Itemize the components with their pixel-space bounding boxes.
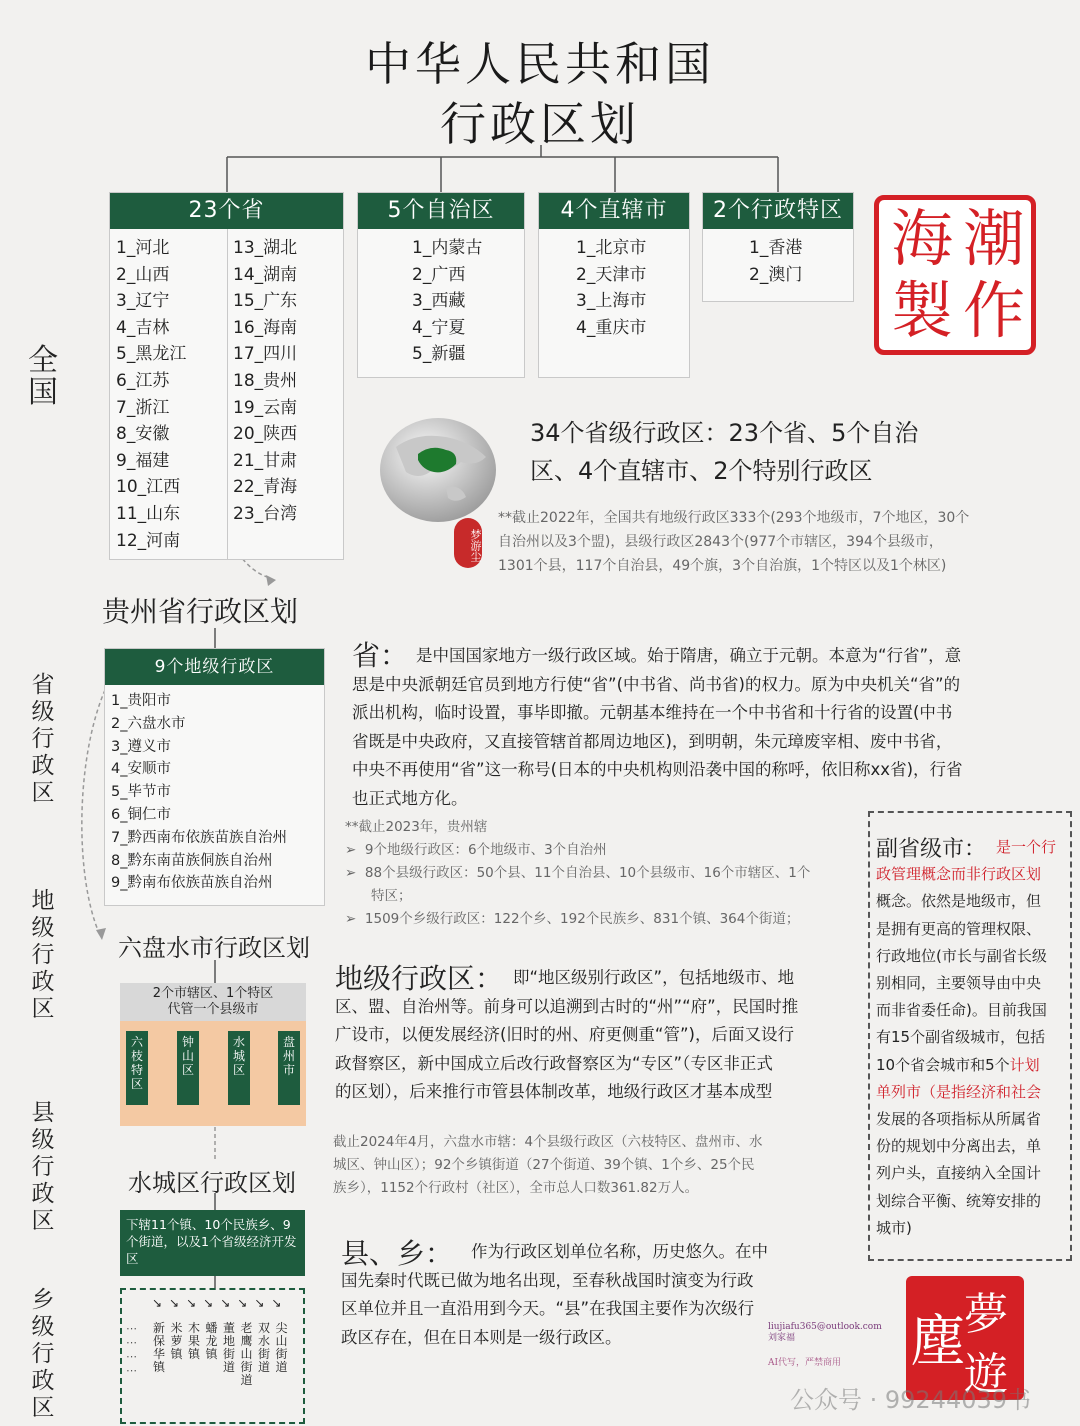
shuicheng-dots: ⋯ ⋯ ⋯ ⋯ <box>126 1322 137 1377</box>
summary-text <box>530 414 918 490</box>
signature-note: AI代写，严禁商用 <box>768 1358 842 1368</box>
watermark: 公众号 · 99244039书 <box>790 1386 1032 1414</box>
province-item: 20_陕西 <box>233 424 298 445</box>
province-item: 18_贵州 <box>233 370 298 391</box>
autonomous-item: 4_宁夏 <box>412 317 466 338</box>
summary-note-line: 1301个县，117个自治县，49个旗，3个自治旗，1个特区以及1个林区) <box>498 558 947 574</box>
guizhou-item: 8_黔东南苗族侗族自治州 <box>111 852 273 869</box>
shuicheng-col: 米萝镇 <box>170 1321 183 1361</box>
fusheng-line: 10个省会城市和5个计划 <box>876 1055 1040 1074</box>
level-township: 乡 级 行 政 区 <box>31 1287 55 1421</box>
fusheng-line: 概念。依然是地级市，但 <box>876 892 1042 911</box>
province-item: 22_青海 <box>233 477 298 498</box>
lps-note-line: 族乡），1152个行政村（社区），全市总人口数361.82万人。 <box>333 1180 699 1196</box>
province-item: 10_江西 <box>116 477 181 498</box>
fusheng-line: 划综合平衡、统筹安排的 <box>876 1191 1042 1210</box>
fusheng-line: 列户头，直接纳入全国计 <box>876 1164 1042 1183</box>
fusheng-line: 有15个副省级城市，包括 <box>876 1028 1046 1047</box>
seal-char: 海 <box>891 202 954 275</box>
shuicheng-title: 水城区行政区划 <box>128 1169 296 1197</box>
para-line: 广设市，以便发展经济(旧时的州、府更侧重“管”)，后面又设行 <box>335 1025 794 1044</box>
para-line: 派出机构，临时设置，事毕即撤。元朝基本维持在一个中书省和十行省的设置(中书 <box>352 703 953 722</box>
seal-char: 遊 <box>964 1349 1008 1400</box>
provinces-col1 <box>116 229 186 554</box>
shuicheng-box <box>120 1288 305 1424</box>
seal-char: 製 <box>891 274 954 347</box>
para-line: 政区存在，但在日本则是一级行政区。 <box>341 1327 622 1347</box>
summary-note-line: **截止2022年，全国共有地级行政区333个(293个地级市，7个地区，30个 <box>498 510 970 526</box>
province-item: 17_四川 <box>233 344 298 365</box>
sheng-heading: 省： <box>352 639 409 672</box>
lps-col-zhongshan: 钟 山 区 <box>174 1028 202 1108</box>
sar-list <box>703 229 853 288</box>
page-title-line2: 行政区划 <box>440 97 640 151</box>
sar-item: 2_澳门 <box>749 264 803 285</box>
provinces-header: 23个省 <box>110 193 343 229</box>
fusheng-line: 份的规划中分离出去，单 <box>876 1137 1042 1156</box>
shuicheng-col: 新保华镇 <box>152 1321 165 1374</box>
para-line: 政督察区，新中国成立后改行政督察区为“专区”（专区非正式 <box>335 1053 773 1073</box>
guizhou-item: 6_铜仁市 <box>111 806 171 823</box>
guizhou-item: 9_黔南布依族苗族自治州 <box>111 875 273 892</box>
province-item: 1_河北 <box>116 238 170 258</box>
level-prefecture: 地 级 行 政 区 <box>31 888 55 1022</box>
level-county: 县 级 行 政 区 <box>31 1100 55 1234</box>
summary-line1: 34个省级行政区：23个省、5个自治 <box>530 419 919 447</box>
gz-note-b3: ➢ 1509个乡级行政区：122个乡、192个民族乡、831个镇、364个街道； <box>345 911 800 927</box>
autonomous-box <box>357 192 525 378</box>
autonomous-item: 5_新疆 <box>412 344 466 365</box>
fusheng-line: 政管理概念而非行政区划 <box>876 865 1042 884</box>
shuicheng-ticks: ↘↘↘↘↘↘↘↘ <box>152 1296 289 1310</box>
fusheng-heading: 副省级市： <box>876 837 987 862</box>
fusheng-line: 城市) <box>876 1218 912 1237</box>
autonomous-item: 2_广西 <box>412 264 466 285</box>
fusheng-line: 是拥有更高的管理权限、 <box>876 919 1042 938</box>
stamp-mengyouchen: 梦游尘 <box>454 518 482 568</box>
para-line: 国先秦时代既已做为地名出现，至春秋战国时演变为行政 <box>341 1270 754 1290</box>
fusheng-line: 行政地位(市长与副省长级 <box>876 946 1047 965</box>
gz-note-b2: ➢ 88个县级行政区：50个县、11个自治县、10个县级市、16个市辖区、1个 <box>345 865 811 881</box>
autonomous-item: 3_西藏 <box>412 291 466 312</box>
guizhou-box <box>104 648 325 906</box>
gz-note-title: **截止2023年，贵州辖 <box>345 819 488 835</box>
lps-note-line: 城区、钟山区）；92个乡镇街道（27个街道、39个镇、1个乡、25个民 <box>333 1157 755 1173</box>
province-item: 15_广东 <box>233 291 298 312</box>
shuicheng-col: 老鹰山街道 <box>240 1321 253 1387</box>
summary-line2: 区、4个直辖市、2个特别行政区 <box>530 457 873 485</box>
para-line: 也正式地方化。 <box>352 788 468 808</box>
signature-name: 刘家福 <box>768 1333 796 1343</box>
seal-char: 作 <box>963 274 1026 347</box>
provinces-box <box>109 192 344 560</box>
lps-note-line: 截止2024年4月，六盘水市辖：4个县级行政区（六枝特区、盘州市、水 <box>333 1134 763 1150</box>
globe-icon <box>376 412 501 524</box>
summary-note-line: 自治州以及3个盟)，县级行政区2843个(977个市辖区，394个县级市， <box>498 534 943 550</box>
para-line: 思是中央派朝廷官员到地方行使“省”(中书省、尚书省)的权力。原为中央机关“省”的 <box>352 674 961 694</box>
municipality-item: 1_北京市 <box>576 238 647 258</box>
diji-heading: 地级行政区： <box>335 962 504 995</box>
lps-note <box>333 1131 853 1200</box>
fusheng-line: 发展的各项指标从所属省 <box>876 1110 1042 1129</box>
guizhou-item: 4_安顺市 <box>111 761 171 778</box>
diji-paragraph <box>335 964 865 1107</box>
level-national: 全 国 <box>28 343 58 410</box>
lps-col-panzhou: 盘 州 市 <box>275 1028 303 1108</box>
shuicheng-col: 双水街道 <box>257 1321 270 1374</box>
fusheng-line: 而非省委任命)。目前我国 <box>876 1001 1047 1020</box>
gz-note-b1: ➢ 9个地级行政区：6个地级市、3个自治州 <box>345 842 607 858</box>
lps-col-liuzhi: 六 枝 特 区 <box>123 1028 151 1108</box>
province-item: 6_江苏 <box>116 370 170 391</box>
province-item: 21_甘肃 <box>233 450 298 471</box>
lps-box <box>120 983 306 1126</box>
level-provincial: 省 级 行 政 区 <box>31 672 55 806</box>
province-item: 4_吉林 <box>116 317 170 338</box>
autonomous-list <box>358 229 524 368</box>
fusheng-paragraph <box>876 834 1066 1242</box>
lps-col-shuicheng: 水 城 区 <box>225 1028 253 1108</box>
seal-haichao <box>874 195 1036 355</box>
province-item: 12_河南 <box>116 530 181 551</box>
sar-header: 2个行政特区 <box>703 193 853 229</box>
guizhou-list <box>105 685 324 895</box>
province-item: 23_台湾 <box>233 503 298 524</box>
lps-title: 六盘水市行政区划 <box>118 934 310 962</box>
autonomous-header: 5个自治区 <box>358 193 524 229</box>
shuicheng-col: 蟠龙镇 <box>205 1321 218 1361</box>
xian-paragraph <box>341 1238 811 1352</box>
para-line: 即“地区级别行政区”，包括地级市、地 <box>513 968 795 987</box>
province-item: 3_辽宁 <box>116 291 170 312</box>
sar-box <box>702 192 854 302</box>
lps-top <box>120 983 306 1018</box>
para-line: 中央不再使用“省”这一称号(日本的中央机构则沿袭中国的称呼，依旧称xx省)，行省 <box>352 760 963 779</box>
provinces-col2 <box>233 229 297 528</box>
shuicheng-header: 下辖11个镇、10个民族乡、9个街道，以及1个省级经济开发区 <box>120 1210 305 1276</box>
para-line: 省既是中央政府，又直接管辖首都周边地区)，到明朝，朱元璋废宰相、废中书省， <box>352 731 953 751</box>
municipalities-box <box>538 192 690 378</box>
shuicheng-col: 董地街道 <box>222 1321 235 1374</box>
shuicheng-col: 尖山街道 <box>275 1321 288 1374</box>
seal-char: 潮 <box>963 202 1026 275</box>
province-item: 8_安徽 <box>116 424 170 445</box>
shuicheng-col: 木果镇 <box>187 1321 200 1361</box>
province-item: 16_海南 <box>233 317 298 338</box>
municipality-item: 4_重庆市 <box>576 317 647 338</box>
guizhou-header: 9个地级行政区 <box>105 649 324 685</box>
guizhou-item: 3_遵义市 <box>111 738 171 755</box>
province-item: 11_山东 <box>116 503 181 524</box>
fusheng-line: 单列市（是指经济和社会 <box>876 1082 1042 1101</box>
guizhou-item: 5_毕节市 <box>111 784 171 801</box>
guizhou-item: 2_六盘水市 <box>111 715 186 732</box>
fusheng-line: 别相同，主要领导由中央 <box>876 974 1042 993</box>
municipality-item: 2_天津市 <box>576 264 647 285</box>
fusheng-line: 是一个行 <box>996 838 1057 856</box>
para-line: 区单位并且一直沿用到今天。“县”在我国主要作为次级行 <box>341 1299 755 1318</box>
seal-char: 塵 <box>910 1310 966 1375</box>
province-item: 13_湖北 <box>233 238 298 258</box>
province-item: 5_黑龙江 <box>116 344 187 365</box>
lps-top2: 代管一个县级市 <box>167 1002 259 1017</box>
para-line: 的区划），后来推行市管县体制改革，地级行政区才基本成型 <box>335 1082 773 1101</box>
municipalities-list <box>539 229 689 341</box>
guizhou-note <box>345 816 860 931</box>
para-line: 作为行政区划单位名称，历史悠久。在中 <box>471 1242 768 1261</box>
sar-item: 1_香港 <box>749 238 803 258</box>
province-item: 9_福建 <box>116 450 170 471</box>
sheng-paragraph <box>352 642 1052 813</box>
province-item: 14_湖南 <box>233 264 298 285</box>
municipalities-header: 4个直辖市 <box>539 193 689 229</box>
signature-email: liujiafu365@outlook.com <box>768 1322 882 1332</box>
lps-top1: 2个市辖区、1个特区 <box>152 986 274 1001</box>
signature <box>768 1322 882 1369</box>
municipality-item: 3_上海市 <box>576 291 647 312</box>
gz-note-b2b: 特区； <box>371 888 412 904</box>
province-item: 7_浙江 <box>116 397 170 418</box>
page-title-line1: 中华人民共和国 <box>365 37 715 91</box>
guizhou-title: 贵州省行政区划 <box>102 595 299 628</box>
guizhou-item: 7_黔西南布依族苗族自治州 <box>111 829 287 846</box>
summary-note <box>498 506 969 578</box>
para-line: 区、盟、自治州等。前身可以追溯到古时的“州”“府”，民国时推 <box>335 996 799 1016</box>
province-item: 19_云南 <box>233 397 298 418</box>
guizhou-item: 1_贵阳市 <box>111 693 171 709</box>
xian-heading: 县、乡： <box>341 1237 454 1270</box>
seal-char: 夢 <box>964 1289 1008 1340</box>
para-line: 是中国国家地方一级行政区域。始于隋唐，确立于元朝。本意为“行省”，意 <box>416 646 962 665</box>
province-item: 2_山西 <box>116 264 170 285</box>
autonomous-item: 1_内蒙古 <box>412 238 483 258</box>
